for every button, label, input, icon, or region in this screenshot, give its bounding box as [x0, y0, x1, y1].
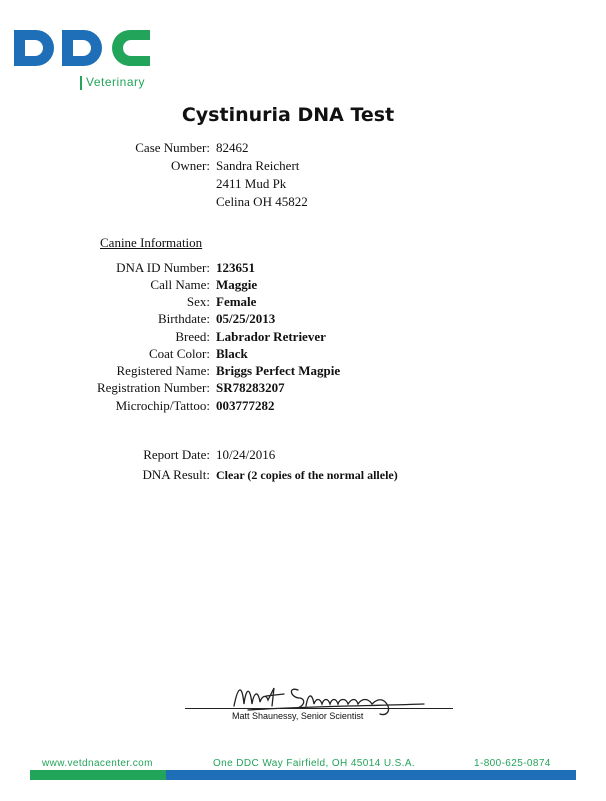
- case-number-value: 82462: [216, 140, 249, 155]
- canine-label: Call Name:: [150, 277, 210, 292]
- signatory-name: Matt Shaunessy, Senior Scientist: [232, 711, 364, 721]
- canine-label: Microchip/Tattoo:: [115, 398, 210, 413]
- owner-label: Owner:: [171, 158, 210, 173]
- canine-value: 05/25/2013: [216, 311, 276, 326]
- canine-label: Birthdate:: [158, 311, 210, 326]
- canine-label: Coat Color:: [148, 346, 210, 361]
- page-title: Cystinuria DNA Test: [181, 104, 395, 126]
- dna-result-value: Clear (2 copies of the normal allele): [216, 468, 398, 482]
- signature-image: [228, 676, 428, 716]
- dna-result-label: DNA Result:: [142, 467, 210, 482]
- canine-section-title: Canine Information: [100, 235, 203, 250]
- case-number-label: Case Number:: [135, 140, 210, 155]
- logo-divider: [80, 76, 82, 90]
- canine-value: Briggs Perfect Magpie: [216, 363, 341, 378]
- canine-value: Black: [216, 346, 248, 361]
- logo-subtitle: Veterinary: [86, 75, 146, 89]
- canine-label: Breed:: [175, 329, 210, 344]
- owner-name: Sandra Reichert: [216, 158, 300, 173]
- signature-line: [185, 708, 453, 709]
- canine-value: Female: [216, 294, 257, 309]
- report-date-label: Report Date:: [143, 447, 210, 462]
- canine-value: Maggie: [216, 277, 258, 292]
- owner-street: 2411 Mud Pk: [216, 176, 287, 191]
- canine-label: DNA ID Number:: [116, 260, 210, 275]
- footer-phone: 1-800-625-0874: [474, 758, 551, 769]
- canine-value: Labrador Retriever: [216, 329, 326, 344]
- canine-label: Registration Number:: [96, 380, 210, 395]
- canine-value: SR78283207: [216, 380, 285, 395]
- owner-city: Celina OH 45822: [216, 194, 308, 209]
- footer-address: One DDC Way Fairfield, OH 45014 U.S.A.: [213, 758, 416, 769]
- canine-value: 003777282: [216, 398, 275, 413]
- report-date-value: 10/24/2016: [216, 447, 276, 462]
- footer-bar-green: [30, 770, 166, 780]
- canine-value: 123651: [216, 260, 255, 275]
- footer-website[interactable]: www.vetdnacenter.com: [42, 758, 153, 769]
- canine-label: Sex:: [186, 294, 210, 309]
- canine-label: Registered Name:: [116, 363, 210, 378]
- footer-bar-blue: [166, 770, 576, 780]
